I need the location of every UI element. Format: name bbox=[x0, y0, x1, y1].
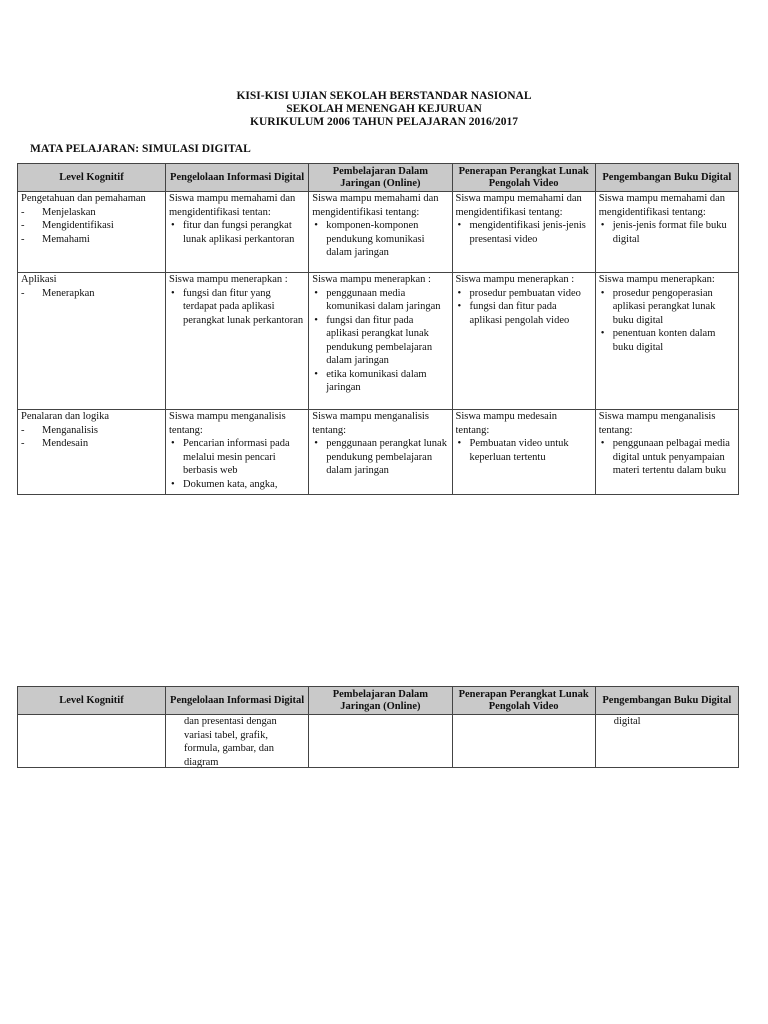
header-buku-digital: Pengembangan Buku Digital bbox=[595, 687, 738, 715]
level-item: - Memahami bbox=[42, 233, 162, 247]
content-cell bbox=[309, 410, 452, 495]
header-pengelolaan-informasi: Pengelolaan Informasi Digital bbox=[166, 164, 309, 192]
level-item: - Menganalisis bbox=[42, 424, 162, 438]
bullet-item: • Pembuatan video untuk keperluan tertentu bbox=[470, 437, 592, 464]
content-cell bbox=[166, 273, 309, 410]
cell-intro: Siswa mampu menganalisis tentang: bbox=[169, 411, 286, 436]
continuation-cell: dan presentasi dengan variasi tabel, grafik, formula, gambar, dan diagram bbox=[166, 715, 309, 768]
subject-heading: MATA PELAJARAN: SIMULASI DIGITAL bbox=[30, 143, 251, 155]
bullet-item: • fungsi dan fitur pada aplikasi pengolah video bbox=[470, 300, 592, 327]
content-cell bbox=[595, 192, 738, 273]
content-cell bbox=[309, 273, 452, 410]
cell-intro: Siswa mampu menerapkan : bbox=[455, 274, 575, 285]
document-title bbox=[0, 90, 768, 129]
cell-intro: Siswa mampu menerapkan: bbox=[598, 274, 715, 285]
bullet-item: • Pencarian informasi pada melalui mesin pencari berbasis web bbox=[183, 437, 305, 478]
continuation-cell bbox=[18, 715, 166, 768]
header-pengolah-video: Penerapan Perangkat Lunak Pengolah Video bbox=[452, 687, 595, 715]
cell-intro: Siswa mampu memahami dan mengidentifikasi tentang: bbox=[455, 193, 582, 218]
cell-intro: Siswa mampu menganalisis tentang: bbox=[598, 411, 716, 436]
content-cell bbox=[452, 192, 595, 273]
level-cell bbox=[18, 410, 166, 495]
continuation-cell: digital bbox=[595, 715, 738, 768]
cell-intro: Siswa mampu medesain tentang: bbox=[455, 411, 557, 436]
bullet-item: • penggunaan perangkat lunak pendukung pembelajaran dalam jaringan bbox=[326, 437, 448, 478]
continuation-cell bbox=[452, 715, 595, 768]
level-cell bbox=[18, 192, 166, 273]
level-text: Aplikasi bbox=[21, 274, 57, 285]
bullet-item: • prosedur pembuatan video bbox=[470, 287, 592, 301]
header-pengolah-video: Penerapan Perangkat Lunak Pengolah Video bbox=[452, 164, 595, 192]
content-cell bbox=[595, 410, 738, 495]
header-pengelolaan-informasi: Pengelolaan Informasi Digital bbox=[166, 687, 309, 715]
content-cell bbox=[166, 192, 309, 273]
cell-intro: Siswa mampu menerapkan : bbox=[169, 274, 288, 285]
table-row bbox=[18, 273, 739, 410]
bullet-item: • etika komunikasi dalam jaringan bbox=[326, 368, 448, 395]
bullet-item: • penggunaan pelbagai media digital untuk penyampaian materi tertentu dalam buku bbox=[613, 437, 735, 478]
bullet-item: • jenis-jenis format file buku digital bbox=[613, 219, 735, 246]
level-text: Penalaran dan logika bbox=[21, 411, 110, 422]
content-cell bbox=[452, 410, 595, 495]
bullet-item: • mengidentifikasi jenis-jenis presentasi video bbox=[470, 219, 592, 246]
level-item: - Menjelaskan bbox=[42, 206, 162, 220]
header-buku-digital: Pengembangan Buku Digital bbox=[595, 164, 738, 192]
level-text: Pengetahuan dan pemahaman bbox=[21, 193, 146, 204]
content-cell bbox=[452, 273, 595, 410]
kisi-kisi-table bbox=[17, 163, 739, 495]
title-line-1: KISI-KISI UJIAN SEKOLAH BERSTANDAR NASIONAL bbox=[236, 90, 532, 102]
title-line-2: SEKOLAH MENENGAH KEJURUAN bbox=[286, 103, 482, 115]
table-row bbox=[18, 715, 739, 768]
kisi-kisi-table-continued bbox=[17, 686, 739, 768]
continuation-cell bbox=[309, 715, 452, 768]
header-pembelajaran-jaringan: Pembelajaran Dalam Jaringan (Online) bbox=[309, 687, 452, 715]
level-item: - Mendesain bbox=[42, 437, 162, 451]
content-cell bbox=[166, 410, 309, 495]
cell-intro: Siswa mampu memahami dan mengidentifikasi tentan: bbox=[169, 193, 296, 218]
level-item: - Mengidentifikasi bbox=[42, 219, 162, 233]
title-line-3: KURIKULUM 2006 TAHUN PELAJARAN 2016/2017 bbox=[250, 116, 518, 128]
level-item: - Menerapkan bbox=[42, 287, 162, 301]
bullet-item: • fungsi dan fitur yang terdapat pada aplikasi perangkat lunak perkantoran bbox=[183, 287, 305, 328]
bullet-item: • penentuan konten dalam buku digital bbox=[613, 327, 735, 354]
bullet-item: • Dokumen kata, angka, bbox=[183, 478, 305, 492]
bullet-item: • fungsi dan fitur pada aplikasi perangkat lunak pendukung pembelajaran dalam jaringan bbox=[326, 314, 448, 368]
cell-intro: Siswa mampu menerapkan : bbox=[312, 274, 431, 285]
bullet-item: • penggunaan media komunikasi dalam jaringan bbox=[326, 287, 448, 314]
table-row bbox=[18, 192, 739, 273]
table-row bbox=[18, 410, 739, 495]
bullet-item: • fitur dan fungsi perangkat lunak aplikasi perkantoran bbox=[183, 219, 305, 246]
header-level-kognitif: Level Kognitif bbox=[18, 687, 166, 715]
bullet-item: • prosedur pengoperasian aplikasi perangkat lunak buku digital bbox=[613, 287, 735, 328]
level-cell bbox=[18, 273, 166, 410]
content-cell bbox=[309, 192, 452, 273]
bullet-item: • komponen-komponen pendukung komunikasi dalam jaringan bbox=[326, 219, 448, 260]
header-pembelajaran-jaringan: Pembelajaran Dalam Jaringan (Online) bbox=[309, 164, 452, 192]
header-level-kognitif: Level Kognitif bbox=[18, 164, 166, 192]
content-cell bbox=[595, 273, 738, 410]
cell-intro: Siswa mampu menganalisis tentang: bbox=[312, 411, 429, 436]
cell-intro: Siswa mampu memahami dan mengidentifikasi tentang: bbox=[312, 193, 439, 218]
cell-intro: Siswa mampu memahami dan mengidentifikasi tentang: bbox=[598, 193, 726, 218]
